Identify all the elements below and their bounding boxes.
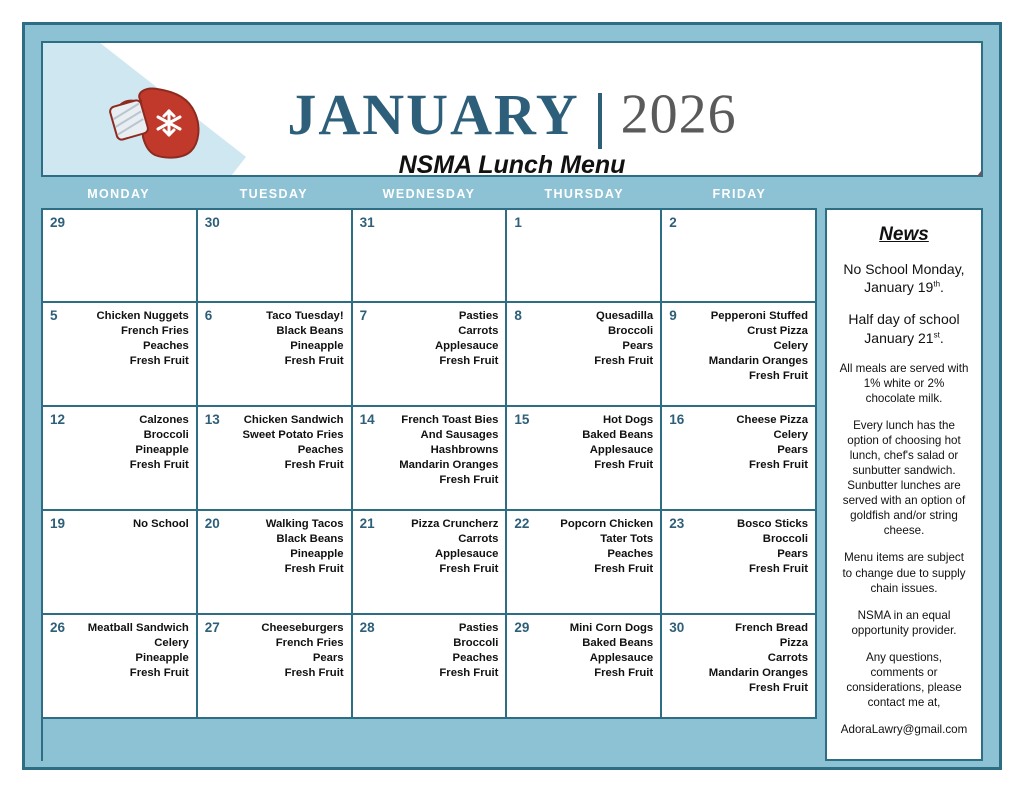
menu-item: Pizza xyxy=(779,637,808,650)
menu-item: Peaches xyxy=(607,548,654,561)
day-number: 22 xyxy=(514,516,530,531)
menu-items xyxy=(669,308,808,384)
day-number: 31 xyxy=(359,215,375,230)
news-supply-note: Menu items are subject to change due to supply chain issues. xyxy=(842,551,966,595)
calendar-day-cell[interactable] xyxy=(662,511,817,615)
menu-item: Broccoli xyxy=(453,637,499,650)
menu-item: Fresh Fruit xyxy=(284,667,344,680)
month-label: JANUARY xyxy=(287,82,580,147)
menu-item: Baked Beans xyxy=(582,429,654,442)
menu-item: Chicken Nuggets xyxy=(96,310,189,322)
news-no-school: No School Monday, January 19th. xyxy=(843,261,965,296)
menu-item: Fresh Fruit xyxy=(594,355,654,368)
menu-items xyxy=(514,412,653,473)
day-header-thursday: THURSDAY xyxy=(544,187,624,201)
day-number: 1 xyxy=(514,215,522,230)
menu-items xyxy=(360,516,499,577)
menu-items xyxy=(205,412,344,473)
menu-item: Peaches xyxy=(297,444,344,457)
menu-item: Taco Tuesday! xyxy=(266,310,344,322)
news-contact-note: Any questions, comments or considerations, please contact me at, xyxy=(846,650,962,709)
day-number: 14 xyxy=(359,412,375,427)
menu-items xyxy=(205,620,344,681)
calendar-week-row xyxy=(43,615,817,719)
menu-items xyxy=(669,412,808,473)
menu-item: Carrots xyxy=(458,533,499,546)
menu-item: Pears xyxy=(622,340,654,353)
day-number: 5 xyxy=(50,308,58,323)
menu-item: Meatball Sandwich xyxy=(87,622,189,634)
menu-item: Fresh Fruit xyxy=(439,667,499,680)
menu-item: Pears xyxy=(777,548,808,561)
menu-items xyxy=(669,215,808,216)
news-contact-email[interactable]: AdoraLawry@gmail.com xyxy=(840,723,968,736)
menu-items xyxy=(50,412,189,473)
menu-item: Pineapple xyxy=(135,444,189,457)
menu-item: Walking Tacos xyxy=(265,518,344,530)
calendar-day-cell[interactable] xyxy=(43,407,198,511)
menu-item: Fresh Fruit xyxy=(129,355,189,368)
day-header-tuesday: TUESDAY xyxy=(239,187,308,201)
menu-item: Pineapple xyxy=(135,652,189,665)
menu-item: Pizza Cruncherz xyxy=(411,518,499,530)
calendar-grid xyxy=(41,208,817,761)
calendar-day-cell[interactable] xyxy=(507,303,662,407)
menu-item: Hashbrowns xyxy=(430,444,499,457)
menu-item: Fresh Fruit xyxy=(284,355,344,368)
day-number: 7 xyxy=(359,308,368,323)
menu-item: Broccoli xyxy=(607,325,654,338)
menu-item: Peaches xyxy=(142,340,189,353)
calendar-day-cell[interactable] xyxy=(353,511,508,615)
menu-item: Fresh Fruit xyxy=(748,459,808,472)
menu-item: Mandarin Oranges xyxy=(399,459,499,472)
calendar-day-cell[interactable] xyxy=(198,407,353,511)
news-title: News xyxy=(879,224,929,245)
menu-items xyxy=(360,308,499,369)
menu-item: Pasties xyxy=(458,310,499,322)
menu-item: Fresh Fruit xyxy=(129,667,189,680)
day-number: 26 xyxy=(50,620,66,635)
menu-item: Crust Pizza xyxy=(747,325,808,338)
calendar-day-cell[interactable] xyxy=(198,303,353,407)
menu-item: Cheeseburgers xyxy=(261,622,344,634)
day-headers xyxy=(41,183,817,206)
news-milk-note: All meals are served with 1% white or 2% chocolate milk. xyxy=(839,361,969,405)
menu-item: Pasties xyxy=(458,622,499,634)
calendar-day-cell[interactable] xyxy=(507,407,662,511)
day-number: 8 xyxy=(514,308,522,323)
menu-item: Tater Tots xyxy=(600,533,654,546)
banner xyxy=(41,41,983,177)
menu-items xyxy=(205,516,344,577)
calendar-day-cell[interactable] xyxy=(43,511,198,615)
menu-items xyxy=(669,620,808,696)
menu-item: Fresh Fruit xyxy=(284,459,344,472)
calendar-week-row xyxy=(43,407,817,511)
calendar-week-row xyxy=(43,511,817,615)
menu-items xyxy=(205,215,344,216)
calendar-day-cell[interactable] xyxy=(353,303,508,407)
menu-item: Fresh Fruit xyxy=(594,667,654,680)
menu-items xyxy=(514,308,653,369)
menu-item: Pineapple xyxy=(290,340,344,353)
menu-item: Celery xyxy=(154,637,189,650)
calendar-day-cell[interactable] xyxy=(43,615,198,719)
calendar-day-cell[interactable] xyxy=(507,210,662,303)
menu-items xyxy=(514,516,653,577)
calendar-day-cell[interactable] xyxy=(662,407,817,511)
menu-item: Fresh Fruit xyxy=(594,563,654,576)
news-half-day: Half day of school January 21st. xyxy=(848,311,960,346)
calendar-day-cell[interactable] xyxy=(198,615,353,719)
menu-item: Celery xyxy=(773,429,808,442)
menu-item: Fresh Fruit xyxy=(748,370,808,383)
day-header-monday: MONDAY xyxy=(87,187,150,201)
menu-item: Broccoli xyxy=(143,429,189,442)
menu-item: Pepperoni Stuffed xyxy=(710,310,808,322)
menu-item: Fresh Fruit xyxy=(439,563,499,576)
menu-item: Quesadilla xyxy=(596,310,654,322)
menu-item: French Toast Bies xyxy=(401,414,499,426)
day-number: 12 xyxy=(50,412,66,427)
calendar-day-cell[interactable] xyxy=(662,615,817,719)
calendar-day-cell[interactable] xyxy=(662,210,817,303)
year-label: 2026 xyxy=(620,83,737,146)
day-number: 6 xyxy=(204,308,213,323)
menu-item: Carrots xyxy=(767,652,808,665)
menu-item: Pineapple xyxy=(290,548,344,561)
menu-item: Calzones xyxy=(139,414,189,426)
day-number: 20 xyxy=(204,516,220,531)
calendar-frame xyxy=(22,22,1002,770)
calendar-day-cell[interactable] xyxy=(353,210,508,303)
news-options-note: Every lunch has the option of choosing hot lunch, chef's salad or sunbutter sandwich. Sunbutter lunches are served with an option of goldfish and/or string cheese. xyxy=(842,418,966,538)
day-number: 29 xyxy=(514,620,530,635)
calendar-day-cell[interactable] xyxy=(43,303,198,407)
menu-item: Black Beans xyxy=(276,533,344,546)
calendar-week-row xyxy=(43,210,817,303)
menu-items xyxy=(360,215,499,216)
banner-title xyxy=(43,81,981,148)
day-number: 15 xyxy=(514,412,530,427)
menu-item: No School xyxy=(132,518,189,530)
menu-item: Fresh Fruit xyxy=(748,563,808,576)
day-number: 29 xyxy=(50,215,66,230)
menu-item: Fresh Fruit xyxy=(439,474,499,487)
day-number: 30 xyxy=(204,215,220,230)
menu-items xyxy=(360,620,499,681)
day-number: 28 xyxy=(359,620,375,635)
news-panel xyxy=(825,208,983,761)
title-separator xyxy=(598,93,602,149)
calendar-body xyxy=(41,208,983,761)
day-number: 30 xyxy=(669,620,685,635)
menu-item: Mandarin Oranges xyxy=(708,667,808,680)
calendar-day-cell[interactable] xyxy=(198,511,353,615)
menu-item: Peaches xyxy=(452,652,499,665)
menu-item: Applesauce xyxy=(434,548,499,561)
menu-items xyxy=(669,516,808,577)
menu-items xyxy=(50,215,189,216)
menu-item: Carrots xyxy=(458,325,499,338)
menu-item: Applesauce xyxy=(589,444,654,457)
menu-item: Baked Beans xyxy=(582,637,654,650)
calendar-day-cell[interactable] xyxy=(43,210,198,303)
day-number: 13 xyxy=(204,412,220,427)
menu-item: French Bread xyxy=(735,622,808,634)
calendar-day-cell[interactable] xyxy=(353,407,508,511)
day-number: 19 xyxy=(50,516,66,531)
menu-items xyxy=(205,308,344,369)
day-number: 2 xyxy=(669,215,677,230)
day-number: 9 xyxy=(669,308,677,323)
menu-items xyxy=(514,620,653,681)
menu-item: Cheese Pizza xyxy=(736,414,808,426)
menu-item: Fresh Fruit xyxy=(594,459,654,472)
menu-item: Mini Corn Dogs xyxy=(569,622,654,634)
menu-items xyxy=(514,215,653,216)
menu-items xyxy=(50,516,189,532)
menu-item: Fresh Fruit xyxy=(284,563,344,576)
menu-item: Fresh Fruit xyxy=(748,682,808,695)
menu-item: Sweet Potato Fries xyxy=(242,429,344,442)
menu-item: Applesauce xyxy=(589,652,654,665)
menu-items xyxy=(50,308,189,369)
day-number: 21 xyxy=(359,516,375,531)
news-equal-opportunity-note: NSMA in an equal opportunity provider. xyxy=(851,608,957,637)
day-header-wednesday: WEDNESDAY xyxy=(382,187,476,201)
menu-item: Celery xyxy=(773,340,808,353)
menu-item: Fresh Fruit xyxy=(439,355,499,368)
menu-item: And Sausages xyxy=(420,429,499,442)
menu-item: Broccoli xyxy=(762,533,808,546)
menu-item: Pears xyxy=(777,444,808,457)
menu-item: Chicken Sandwich xyxy=(243,414,344,426)
menu-items xyxy=(360,412,499,488)
menu-item: Bosco Sticks xyxy=(737,518,808,530)
menu-item: Pears xyxy=(312,652,344,665)
menu-item: Fresh Fruit xyxy=(129,459,189,472)
menu-items xyxy=(50,620,189,681)
day-header-friday: FRIDAY xyxy=(712,187,767,201)
calendar-day-cell[interactable] xyxy=(507,615,662,719)
calendar-day-cell[interactable] xyxy=(662,303,817,407)
menu-item: Popcorn Chicken xyxy=(560,518,654,530)
menu-item: Hot Dogs xyxy=(602,414,654,426)
day-number: 16 xyxy=(669,412,685,427)
menu-item: Mandarin Oranges xyxy=(708,355,808,368)
day-number: 23 xyxy=(669,516,685,531)
day-number: 27 xyxy=(204,620,220,635)
calendar-day-cell[interactable] xyxy=(507,511,662,615)
menu-item: Applesauce xyxy=(434,340,499,353)
menu-item: Black Beans xyxy=(276,325,344,338)
calendar-week-row xyxy=(43,303,817,407)
menu-subtitle: NSMA Lunch Menu xyxy=(398,151,626,177)
calendar-day-cell[interactable] xyxy=(198,210,353,303)
menu-item: French Fries xyxy=(120,325,189,338)
calendar-day-cell[interactable] xyxy=(353,615,508,719)
menu-item: French Fries xyxy=(275,637,344,650)
